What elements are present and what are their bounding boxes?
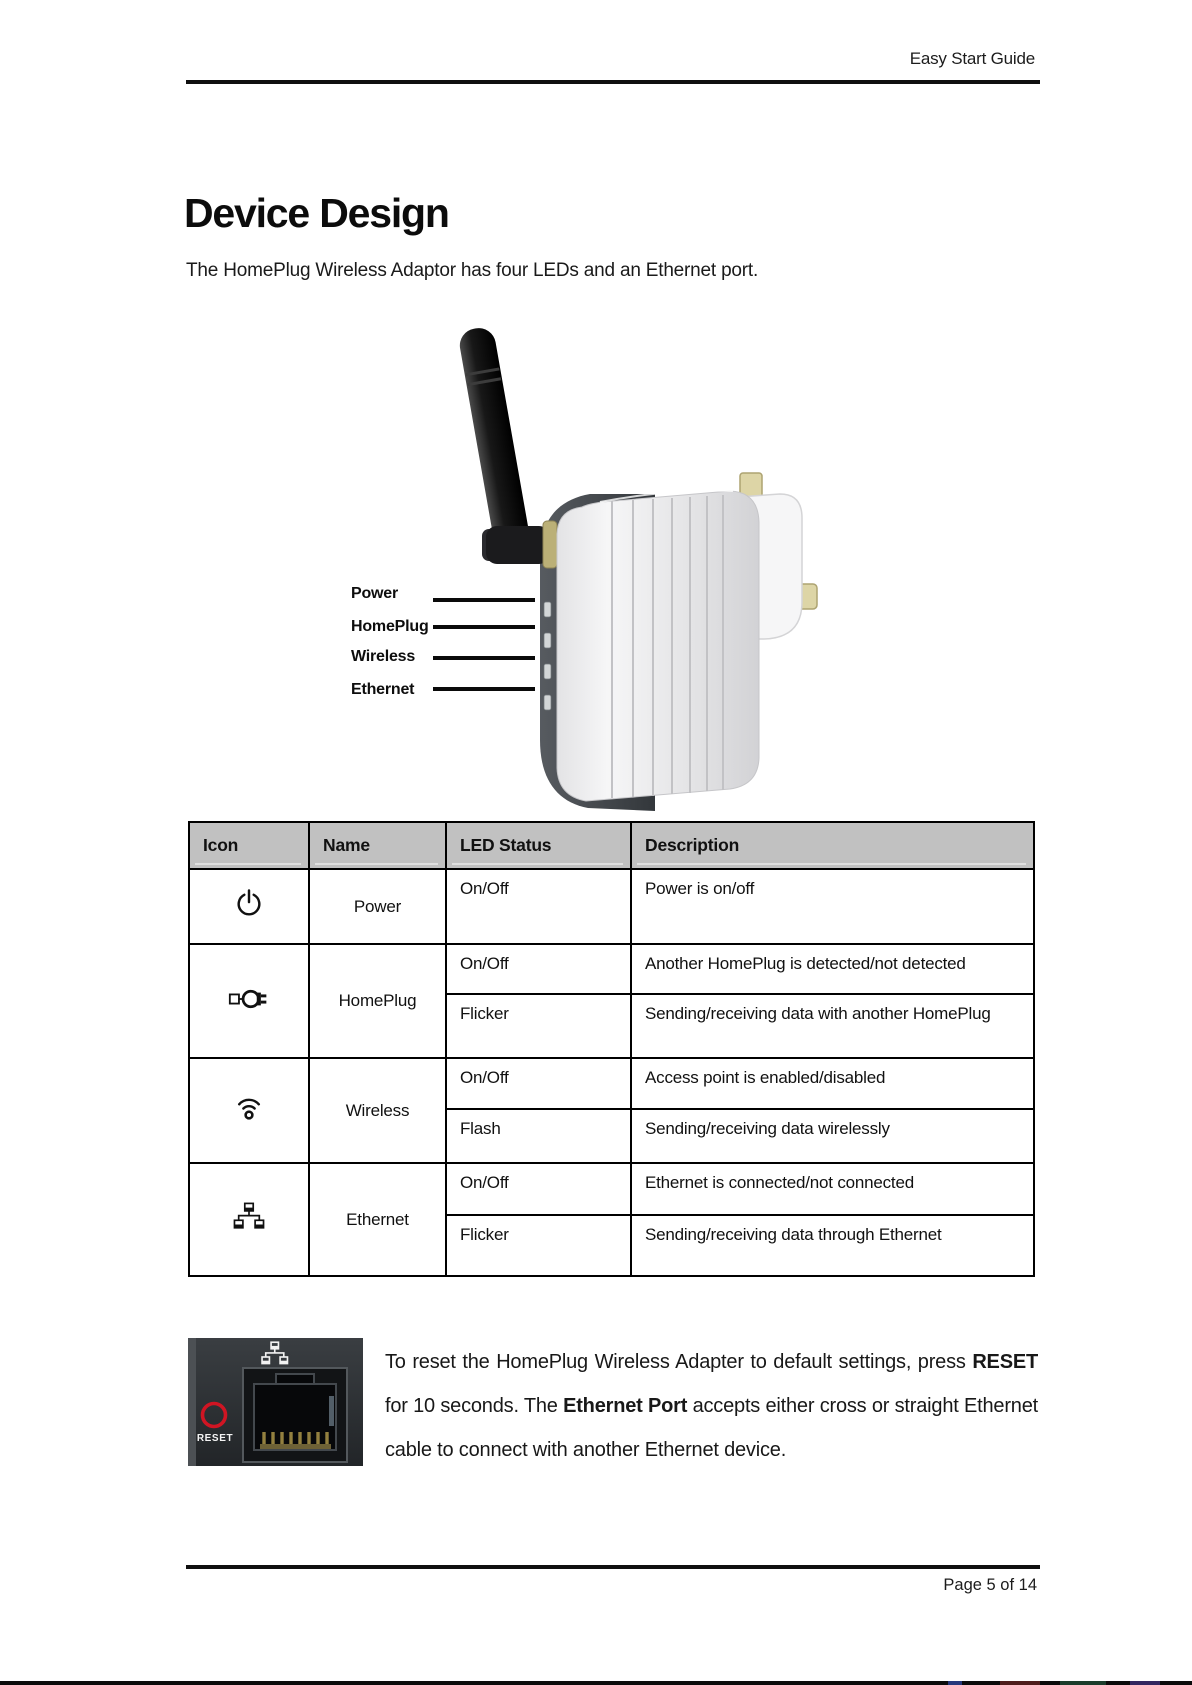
- column-header-icon: Icon: [189, 822, 309, 869]
- reset-note-segment: To reset the HomePlug Wireless Adapter to default settings, press: [385, 1351, 973, 1373]
- led-status-value: Flicker: [446, 1215, 631, 1276]
- figure-callout-line-wireless: [433, 656, 535, 660]
- ethernet-icon-cell: [189, 1163, 309, 1276]
- led-status-value: On/Off: [446, 1163, 631, 1215]
- scan-artifact: [1060, 1681, 1106, 1685]
- column-header-name: Name: [309, 822, 446, 869]
- scan-artifact: [948, 1681, 962, 1685]
- led-description: Power is on/off: [631, 869, 1034, 944]
- led-description: Access point is enabled/disabled: [631, 1058, 1034, 1109]
- row-name: Power: [309, 869, 446, 944]
- footer-rule: [186, 1565, 1040, 1569]
- antenna-joint: [486, 526, 550, 564]
- device-illustration: [440, 320, 830, 815]
- wireless-icon-cell: [189, 1058, 309, 1163]
- reset-note-segment: for 10 seconds. The: [385, 1395, 564, 1417]
- figure-label-homeplug: HomePlug: [351, 618, 429, 635]
- table-row: [189, 944, 1034, 994]
- antenna-mount-ring: [543, 521, 557, 568]
- reset-keyword: RESET: [972, 1351, 1038, 1373]
- table-row: [189, 869, 1034, 944]
- power-icon-cell: [189, 869, 309, 944]
- led-description: Ethernet is connected/not connected: [631, 1163, 1034, 1215]
- reset-note-segment: accepts either cross or straight Ethernet cable to connect with another Ethernet device.: [385, 1395, 1038, 1461]
- column-header-description: Description: [631, 822, 1034, 869]
- ethernet-port-photo: [188, 1338, 363, 1466]
- led-description: Another HomePlug is detected/not detected: [631, 944, 1034, 994]
- document-header-title: Easy Start Guide: [909, 49, 1035, 68]
- led-status-value: Flicker: [446, 994, 631, 1058]
- row-name: HomePlug: [309, 944, 446, 1058]
- intro-paragraph: The HomePlug Wireless Adaptor has four LEDs and an Ethernet port.: [186, 260, 759, 281]
- page-title: Device Design: [184, 190, 449, 236]
- page-number: Page 5 of 14: [943, 1576, 1037, 1594]
- header-rule: [186, 80, 1040, 84]
- led-status-value: On/Off: [446, 1058, 631, 1109]
- ethernet-port-photo-graphic: [188, 1338, 363, 1466]
- row-name: Wireless: [309, 1058, 446, 1163]
- led-status-value: On/Off: [446, 944, 631, 994]
- figure-label-ethernet: Ethernet: [351, 681, 415, 698]
- column-header-led-status: LED Status: [446, 822, 631, 869]
- figure-label-power: Power: [351, 585, 399, 602]
- led-status-table: [188, 821, 1035, 1277]
- reset-note-paragraph: [385, 1340, 1038, 1472]
- scan-artifact: [1130, 1681, 1160, 1685]
- led-description: Sending/receiving data through Ethernet: [631, 1215, 1034, 1276]
- figure-label-wireless: Wireless: [351, 648, 416, 665]
- ethernet-icon: [232, 1202, 266, 1232]
- row-name: Ethernet: [309, 1163, 446, 1276]
- table-header-row: [189, 822, 1034, 869]
- led-status-value: On/Off: [446, 869, 631, 944]
- homeplug-icon: [228, 985, 270, 1013]
- wireless-icon: [235, 1093, 263, 1123]
- table-row: [189, 1163, 1034, 1215]
- figure-callout-line-ethernet: [433, 687, 535, 691]
- figure-callout-line-power: [433, 598, 535, 602]
- led-description: Sending/receiving data with another HomePlug: [631, 994, 1034, 1058]
- figure-callout-line-homeplug: [433, 625, 535, 629]
- power-icon: [234, 888, 264, 920]
- led-status-value: Flash: [446, 1109, 631, 1163]
- table-row: [189, 1058, 1034, 1109]
- rj45-port-opening: [254, 1384, 336, 1450]
- reset-label: RESET: [196, 1433, 234, 1444]
- homeplug-icon-cell: [189, 944, 309, 1058]
- ethernet-port-keyword: Ethernet Port: [563, 1395, 688, 1417]
- device-body: [557, 491, 759, 801]
- led-description: Sending/receiving data wirelessly: [631, 1109, 1034, 1163]
- scan-artifact: [1000, 1681, 1040, 1685]
